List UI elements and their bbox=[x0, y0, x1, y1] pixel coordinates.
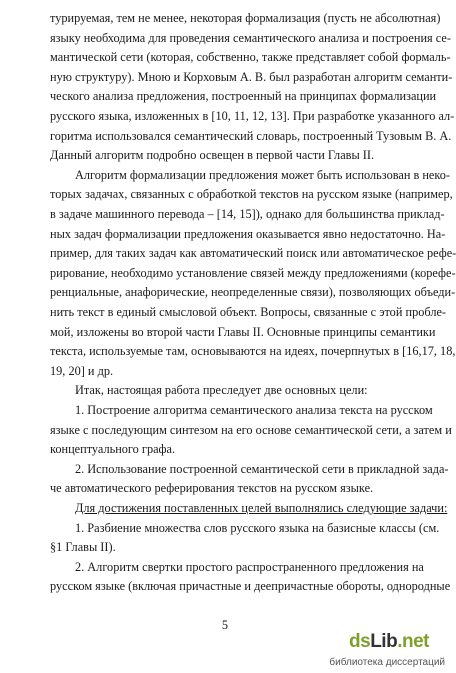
text-line: пример, для таких задач как автоматический поиск или автоматическое рефе- bbox=[50, 246, 456, 261]
watermark bbox=[329, 631, 445, 669]
text-line: языку необходима для проведения семантического анализа и построения се- bbox=[50, 30, 451, 45]
text-line: в задаче машинного перевода – [14, 15]), однако для большинства приклад- bbox=[50, 207, 445, 221]
text-line: ных задач формализации предложения оказывается явно недостаточно. На- bbox=[50, 226, 446, 241]
page-number: 5 bbox=[221, 618, 229, 632]
watermark-logo-suffix: .net bbox=[397, 631, 429, 652]
text-line: Данный алгоритм подробно освещен в первой части Главы II. bbox=[50, 148, 375, 163]
text-line: русском языке (включая причастные и деепричастные обороты, однородные bbox=[50, 579, 451, 594]
text-line: языке с последующим синтезом на его основе семантической сети, а затем и bbox=[50, 422, 452, 437]
text-line: Итак, настоящая работа преследует две основных цели: bbox=[75, 383, 368, 398]
text-line: 2. Использование построенной семантической сети в прикладной зада- bbox=[75, 461, 449, 476]
watermark-subtitle: библиотека диссертаций bbox=[329, 657, 445, 668]
text-line: мой, изложены во второй части Главы II. Основные принципы семантики bbox=[50, 324, 436, 339]
watermark-logo-main: Lib bbox=[370, 631, 398, 652]
text-line: ренциальные, анафорические, неопределенные связи), позволяющих объеди- bbox=[50, 285, 456, 300]
watermark-logo-prefix: ds bbox=[349, 631, 371, 652]
text-line: горитма использовался семантический словарь, построенный Тузовым В. А. bbox=[50, 128, 452, 143]
text-line: 19, 20] и др. bbox=[50, 363, 114, 378]
text-line: 2. Алгоритм свертки простого распространенного предложения на bbox=[75, 559, 424, 574]
text-line: нить текст в единый смысловой объект. Вопросы, связанные с этой пробле- bbox=[50, 305, 447, 319]
text-line: 1. Разбиение множества слов русского языка на базисные классы (см. bbox=[75, 520, 440, 535]
watermark-logo bbox=[349, 631, 429, 653]
text-line: концептуального графа. bbox=[50, 442, 176, 457]
text-line: че автоматического реферирования текстов на русском языке. bbox=[50, 481, 374, 496]
text-line: 1. Построение алгоритма семантического анализа текста на русском bbox=[75, 403, 433, 417]
text-line: ческого анализа предложения, построенный на принципах формализации bbox=[50, 89, 437, 104]
text-line: Алгоритм формализации предложения может быть использован в неко- bbox=[75, 167, 450, 182]
text-line: торых задачах, связанных с обработкой текстов на русском языке (например, bbox=[50, 187, 453, 202]
text-line: текста, используемые там, основываются на идеях, почерпнутых в [16,17, 18, bbox=[50, 344, 456, 359]
text-line: русского языка, изложенных в [10, 11, 12, 13]. При разработке указанного ал- bbox=[50, 109, 455, 123]
text-line: рирование, необходимо установление связей между предложениями (корефе- bbox=[50, 265, 456, 280]
text-line: ную структуру). Мною и Корховым А. В. был разработан алгоритм семанти- bbox=[50, 69, 453, 84]
text-line: §1 Главы II). bbox=[50, 540, 116, 555]
text-line: мантической сети (которая, собственно, также представляет собой формаль- bbox=[50, 50, 451, 65]
text-line: турируемая, тем не менее, некоторая формализация (пусть не абсолютная) bbox=[50, 11, 441, 25]
text-line-underlined: Для достижения поставленных целей выполнялись следующие задачи: bbox=[75, 501, 448, 515]
